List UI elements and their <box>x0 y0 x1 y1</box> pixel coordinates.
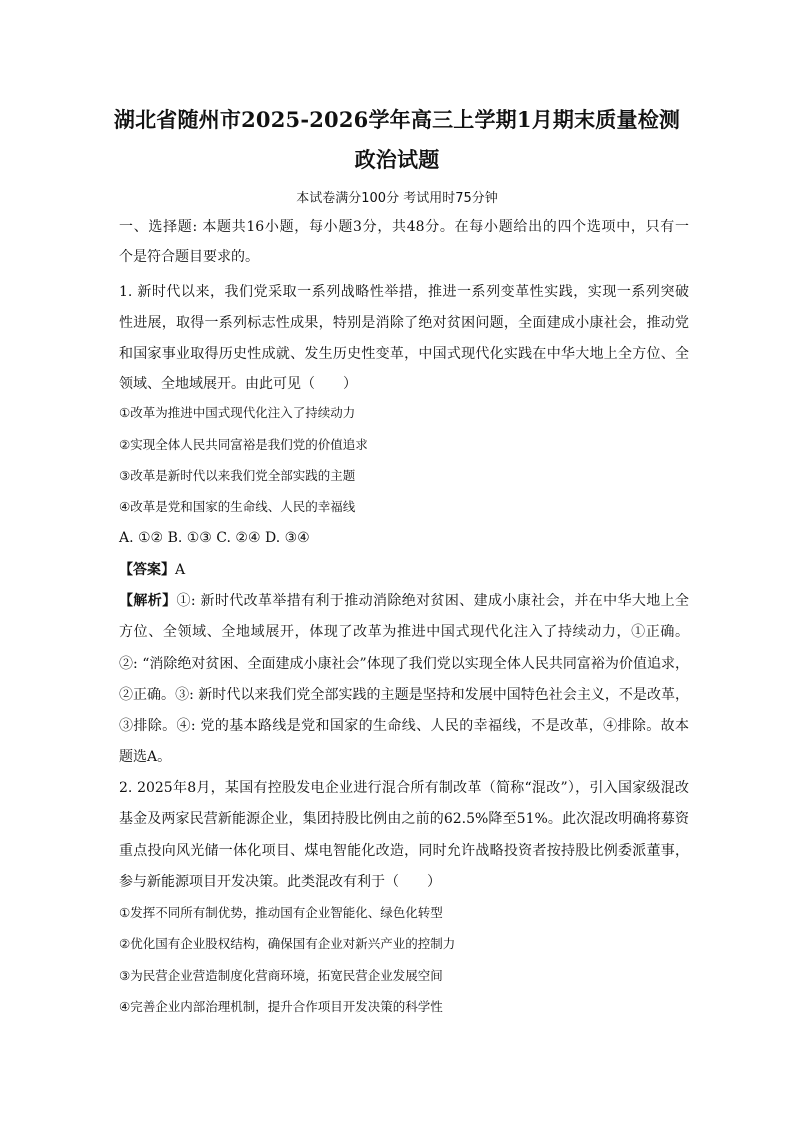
q1-analysis-line: ②: “消除绝对贫困、全面建成小康社会”体现了我们党以实现全体人民共同富裕为价值追求， <box>119 656 689 672</box>
q1-option: ②实现全体人民共同富裕是我们党的价值追求 <box>119 437 368 452</box>
answer-value: A <box>175 562 186 578</box>
q1-analysis-line: ②正确。③: 新时代以来我们党全部实践的主题是坚持和发展中国特色社会主义，不是改革， <box>119 687 689 703</box>
q1-option: ④改革是党和国家的生命线、人民的幸福线 <box>119 499 356 514</box>
q2-stem-line: 参与新能源项目开发决策。此类混改有利于（ ） <box>119 874 441 890</box>
q2-stem-line: 2. 2025年8月，某国有控股发电企业进行混合所有制改革（简称“混改”），引入国家级混改 <box>119 780 689 796</box>
q1-stem-line: 1. 新时代以来，我们党采取一系列战略性举措，推进一系列变革性实践，实现一系列突破 <box>119 284 689 300</box>
q1-analysis-line: ③排除。④: 党的基本路线是党和国家的生命线、人民的幸福线，不是改革，④排除。故本 <box>119 718 689 734</box>
answer-label: 【答案】 <box>119 562 175 578</box>
q2-option: ④完善企业内部治理机制，提升合作项目开发决策的科学性 <box>119 999 443 1014</box>
q1-option: ③改革是新时代以来我们党全部实践的主题 <box>119 468 356 483</box>
q2-option: ③为民营企业营造制度化营商环境，拓宽民营企业发展空间 <box>119 968 443 983</box>
q1-analysis-line: 题选A。 <box>119 749 172 765</box>
analysis-text: ①: 新时代改革举措有利于推动消除绝对贫困、建成小康社会，并在中华大地上全 <box>176 593 690 609</box>
q2-stem-line: 基金及两家民营新能源企业，集团持股比例由之前的62.5%降至51%。此次混改明确将募资 <box>119 811 689 827</box>
q1-stem-line: 和国家事业取得历史性成就、发生历史性变革，中国式现代化实践在中华大地上全方位、全 <box>119 346 689 362</box>
document-title: 湖北省随州市2025-2026学年高三上学期1月期末质量检测 <box>113 107 681 132</box>
analysis-label: 【解析】 <box>119 593 177 609</box>
exam-info: 本试卷满分100分 考试用时75分钟 <box>296 191 498 206</box>
q2-option: ②优化国有企业股权结构，确保国有企业对新兴产业的控制力 <box>119 936 456 951</box>
q1-choices: A. ①② B. ①③ C. ②④ D. ③④ <box>119 530 310 546</box>
q1-answer <box>119 561 689 579</box>
q1-analysis-line <box>119 592 689 610</box>
q1-stem-line: 性进展，取得一系列标志性成果，特别是消除了绝对贫困问题，全面建成小康社会，推动党 <box>119 315 689 331</box>
section-instruction-line-1: 一、选择题: 本题共16小题，每小题3分，共48分。在每小题给出的四个选项中，只有一 <box>119 219 689 235</box>
q2-stem-line: 重点投向风光储一体化项目、煤电智能化改造，同时允许战略投资者按持股比例委派董事， <box>119 843 689 859</box>
document-subject-title: 政治试题 <box>354 147 440 172</box>
q2-option: ①发挥不同所有制优势，推动国有企业智能化、绿色化转型 <box>119 905 443 920</box>
q1-option: ①改革为推进中国式现代化注入了持续动力 <box>119 405 356 420</box>
q1-analysis-line: 方位、全领域、全地域展开，体现了改革为推进中国式现代化注入了持续动力，①正确。 <box>119 624 689 640</box>
section-instruction-line-2: 个是符合题目要求的。 <box>119 249 259 265</box>
q1-stem-line: 领域、全地域展开。由此可见（ ） <box>119 376 357 392</box>
